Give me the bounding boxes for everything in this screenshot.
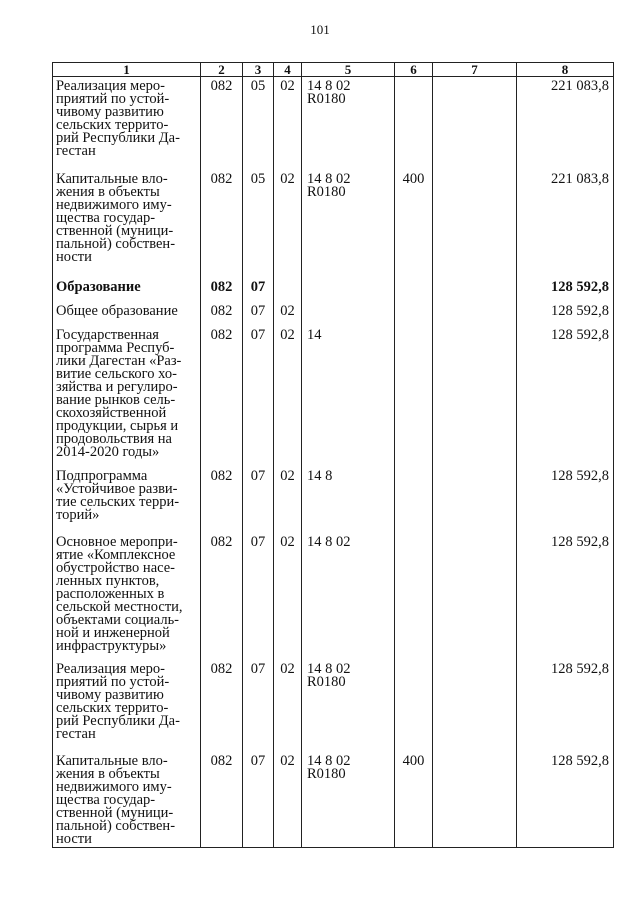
- amount-cell: 128 592,8: [517, 278, 614, 302]
- table-row: [53, 278, 614, 302]
- section-code-cell: 07: [243, 533, 274, 660]
- section-code-cell: 07: [243, 278, 274, 302]
- expense-type-cell: [395, 302, 433, 326]
- subsection-code-cell: 02: [274, 77, 302, 170]
- amount-cell: 128 592,8: [517, 467, 614, 533]
- target-article-cell: 14 8 02: [302, 533, 395, 660]
- table-row: [53, 752, 614, 848]
- column-header: 6: [395, 63, 433, 77]
- section-code-cell: 07: [243, 326, 274, 467]
- row-name-cell: Государственная программа Респуб- лики Дагестан «Раз- витие сельского хо- зяйства и регулиро- вание рынков сель- скохозяйственной продукции, сырья и продовольствия на 2014-2020 годы»: [53, 326, 201, 467]
- ministry-code-cell: 082: [201, 278, 243, 302]
- subsection-code-cell: 02: [274, 326, 302, 467]
- section-code-cell: 05: [243, 77, 274, 170]
- row-name-cell: Капитальные вло- жения в объекты недвижимого иму- щества государ- ственной (муници- пальной) собствен- ности: [53, 170, 201, 278]
- column-7-cell: [433, 533, 517, 660]
- expense-type-cell: 400: [395, 170, 433, 278]
- subsection-code-cell: 02: [274, 302, 302, 326]
- row-name-cell: Общее образование: [53, 302, 201, 326]
- target-article-cell: 14 8 02 R0180: [302, 660, 395, 752]
- column-header: 7: [433, 63, 517, 77]
- table-row: [53, 660, 614, 752]
- target-article-cell: [302, 302, 395, 326]
- subsection-code-cell: 02: [274, 533, 302, 660]
- column-header: 3: [243, 63, 274, 77]
- target-article-cell: 14: [302, 326, 395, 467]
- table-row: [53, 77, 614, 170]
- column-7-cell: [433, 170, 517, 278]
- expense-type-cell: [395, 278, 433, 302]
- subsection-code-cell: 02: [274, 467, 302, 533]
- column-7-cell: [433, 302, 517, 326]
- expense-type-cell: [395, 533, 433, 660]
- budget-table: [52, 62, 614, 848]
- expense-type-cell: [395, 660, 433, 752]
- section-code-cell: 07: [243, 752, 274, 848]
- amount-cell: 221 083,8: [517, 170, 614, 278]
- target-article-cell: [302, 278, 395, 302]
- column-header: 8: [517, 63, 614, 77]
- subsection-code-cell: 02: [274, 170, 302, 278]
- amount-cell: 128 592,8: [517, 660, 614, 752]
- target-article-cell: 14 8 02 R0180: [302, 170, 395, 278]
- section-code-cell: 07: [243, 467, 274, 533]
- row-name-cell: Капитальные вло- жения в объекты недвижимого иму- щества государ- ственной (муници- пальной) собствен- ности: [53, 752, 201, 848]
- target-article-cell: 14 8 02 R0180: [302, 77, 395, 170]
- ministry-code-cell: 082: [201, 170, 243, 278]
- table-row: [53, 302, 614, 326]
- ministry-code-cell: 082: [201, 533, 243, 660]
- page-number: 101: [310, 22, 330, 37]
- ministry-code-cell: 082: [201, 77, 243, 170]
- amount-cell: 128 592,8: [517, 302, 614, 326]
- expense-type-cell: [395, 77, 433, 170]
- row-name-cell: Реализация меро- приятий по устой- чивому развитию сельских террито- рий Республики Да- гестан: [53, 660, 201, 752]
- ministry-code-cell: 082: [201, 752, 243, 848]
- ministry-code-cell: 082: [201, 467, 243, 533]
- expense-type-cell: [395, 326, 433, 467]
- section-code-cell: 07: [243, 660, 274, 752]
- expense-type-cell: [395, 467, 433, 533]
- column-number-header-row: [53, 63, 614, 77]
- row-name-cell: Образование: [53, 278, 201, 302]
- subsection-code-cell: [274, 278, 302, 302]
- column-7-cell: [433, 752, 517, 848]
- amount-cell: 221 083,8: [517, 77, 614, 170]
- table-row: [53, 326, 614, 467]
- column-7-cell: [433, 467, 517, 533]
- column-7-cell: [433, 77, 517, 170]
- column-header: 2: [201, 63, 243, 77]
- target-article-cell: 14 8 02 R0180: [302, 752, 395, 848]
- ministry-code-cell: 082: [201, 326, 243, 467]
- column-7-cell: [433, 278, 517, 302]
- column-header: 5: [302, 63, 395, 77]
- column-header: 1: [53, 63, 201, 77]
- column-header: 4: [274, 63, 302, 77]
- amount-cell: 128 592,8: [517, 533, 614, 660]
- ministry-code-cell: 082: [201, 660, 243, 752]
- subsection-code-cell: 02: [274, 660, 302, 752]
- subsection-code-cell: 02: [274, 752, 302, 848]
- ministry-code-cell: 082: [201, 302, 243, 326]
- section-code-cell: 05: [243, 170, 274, 278]
- expense-type-cell: 400: [395, 752, 433, 848]
- column-7-cell: [433, 660, 517, 752]
- amount-cell: 128 592,8: [517, 752, 614, 848]
- amount-cell: 128 592,8: [517, 326, 614, 467]
- row-name-cell: Реализация меро- приятий по устой- чивому развитию сельских террито- рий Республики Да- гестан: [53, 77, 201, 170]
- table-row: [53, 467, 614, 533]
- table-row: [53, 533, 614, 660]
- section-code-cell: 07: [243, 302, 274, 326]
- target-article-cell: 14 8: [302, 467, 395, 533]
- column-7-cell: [433, 326, 517, 467]
- row-name-cell: Основное меропри- ятие «Комплексное обустройство насе- ленных пунктов, расположенных в сельской местности, объектами социаль- ной и инженерной инфраструктуры»: [53, 533, 201, 660]
- row-name-cell: Подпрограмма «Устойчивое разви- тие сельских терри- торий»: [53, 467, 201, 533]
- table-row: [53, 170, 614, 278]
